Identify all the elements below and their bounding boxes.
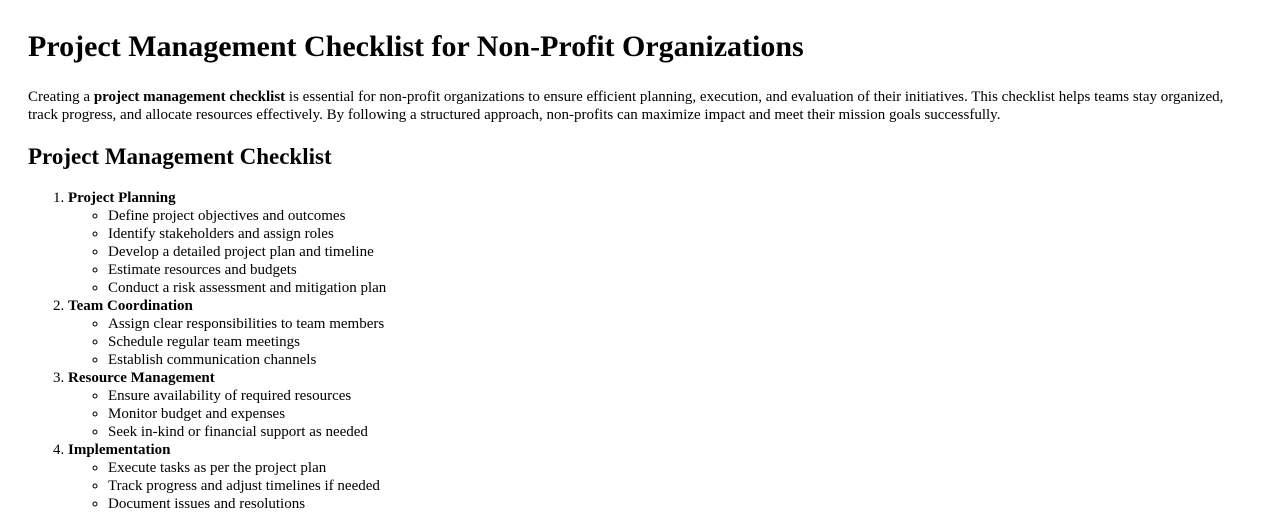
checklist-item: ◦ Define project objectives and outcomes xyxy=(108,207,1250,225)
section-item xyxy=(68,441,1250,513)
section-item xyxy=(68,297,1250,369)
checklist-item: ◦ Develop a detailed project plan and timeline xyxy=(108,243,1250,261)
checklist-item: ◦ Conduct a risk assessment and mitigation plan xyxy=(108,279,1250,297)
checklist-item: ◦ Ensure availability of required resources xyxy=(108,387,1250,405)
checklist-sections xyxy=(28,189,1250,513)
checklist-item: ◦ Track progress and adjust timelines if needed xyxy=(108,477,1250,495)
section-title: Implementation xyxy=(68,442,171,458)
section-items-list xyxy=(68,459,1250,513)
intro-text-end: is essential for non-profit organizations to ensure efficient planning, execution, and evaluation of their initiatives. This checklist helps teams stay organized, track progress, and allocate resources effectively. By following a structured approach, non-profits can maximize impact and meet their mission goals successfully. xyxy=(28,89,1224,123)
checklist-item: ◦ Estimate resources and budgets xyxy=(108,261,1250,279)
checklist-heading: Project Management Checklist xyxy=(28,144,332,169)
checklist-item: ◦ Monitor budget and expenses xyxy=(108,405,1250,423)
checklist-item: ◦ Document issues and resolutions xyxy=(108,495,1250,513)
checklist-item: ◦ Schedule regular team meetings xyxy=(108,333,1250,351)
intro-text-start: Creating a xyxy=(28,89,94,105)
page-title: Project Management Checklist for Non-Profit Organizations xyxy=(28,30,804,63)
section-title: Resource Management xyxy=(68,370,215,386)
section-title: Team Coordination xyxy=(68,298,193,314)
section-items-list xyxy=(68,315,1250,369)
section-item xyxy=(68,369,1250,441)
checklist-item: ◦ Identify stakeholders and assign roles xyxy=(108,225,1250,243)
section-item xyxy=(68,189,1250,297)
section-items-list xyxy=(68,207,1250,297)
section-items-list xyxy=(68,387,1250,441)
section-title: Project Planning xyxy=(68,190,176,206)
checklist-item: ◦ Execute tasks as per the project plan xyxy=(108,459,1250,477)
checklist-item: ◦ Seek in-kind or financial support as needed xyxy=(108,423,1250,441)
intro-paragraph xyxy=(28,88,1250,124)
checklist-item: ◦ Assign clear responsibilities to team members xyxy=(108,315,1250,333)
intro-bold-term: project management checklist xyxy=(93,89,286,105)
checklist-item: ◦ Establish communication channels xyxy=(108,351,1250,369)
